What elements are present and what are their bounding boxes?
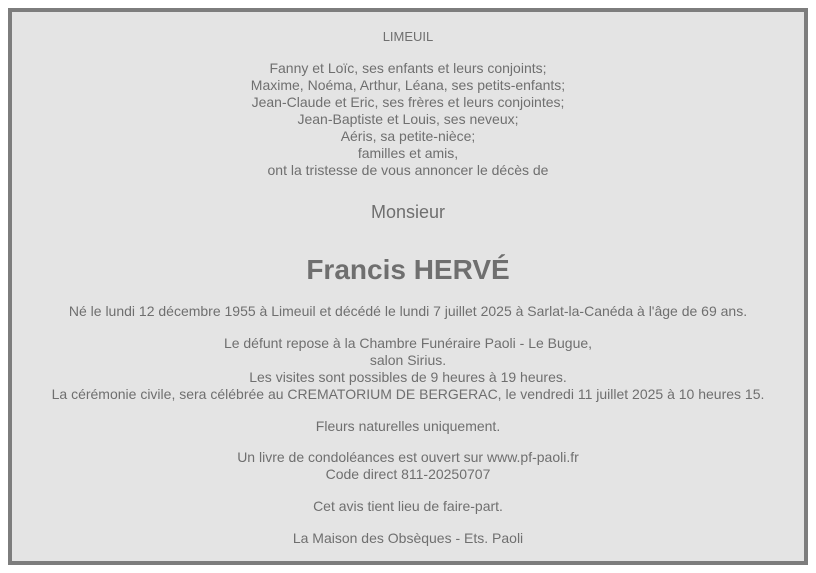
faire-part-line: Cet avis tient lieu de faire-part.: [313, 498, 503, 514]
family-line: Aéris, sa petite-nièce;: [340, 128, 476, 144]
condolences-code: Code direct 811-20250707: [325, 466, 491, 482]
arrangement-line: Le défunt repose à la Chambre Funéraire Paoli - Le Bugue,: [223, 335, 593, 351]
flowers-line: Fleurs naturelles uniquement.: [315, 418, 501, 434]
family-line: Maxime, Noéma, Arthur, Léana, ses petits-enfants;: [250, 77, 566, 93]
deceased-name: Francis HERVÉ: [306, 254, 510, 285]
family-line: Jean-Claude et Eric, ses frères et leurs conjointes;: [251, 94, 565, 110]
location: LIMEUIL: [382, 29, 434, 44]
arrangements: [12, 335, 804, 403]
family-line: Fanny et Loïc, ses enfants et leurs conjoints;: [269, 60, 547, 76]
arrangement-line: salon Sirius.: [369, 352, 447, 368]
honorific: Monsieur: [370, 202, 446, 222]
family-list: [12, 60, 804, 179]
obituary-notice: [8, 8, 808, 565]
family-line: ont la tristesse de vous annoncer le décès de: [267, 162, 549, 178]
arrangement-line: Les visites sont possibles de 9 heures à 19 heures.: [249, 369, 567, 385]
funeral-home: La Maison des Obsèques - Ets. Paoli: [292, 530, 524, 546]
family-line: familles et amis,: [357, 145, 459, 161]
birth-death-line: Né le lundi 12 décembre 1955 à Limeuil et décédé le lundi 7 juillet 2025 à Sarlat-la-Canéda à l'âge de 69 ans.: [68, 303, 748, 319]
condolences-line: Un livre de condoléances est ouvert sur www.pf-paoli.fr: [237, 449, 579, 465]
arrangement-line: La cérémonie civile, sera célébrée au CREMATORIUM DE BERGERAC, le vendredi 11 juillet 2025 à 10 heures 15.: [51, 386, 765, 402]
family-line: Jean-Baptiste et Louis, ses neveux;: [297, 111, 519, 127]
condolences: [12, 449, 804, 483]
